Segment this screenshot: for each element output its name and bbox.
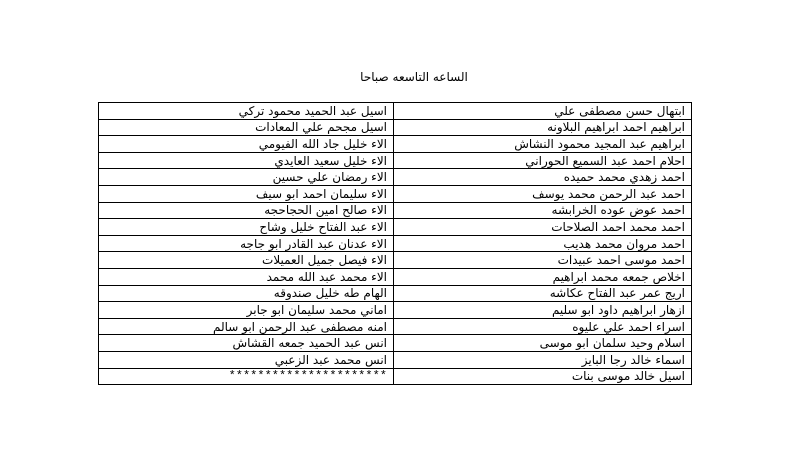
name-cell-left: الاء سليمان احمد ابو سيف <box>99 185 394 202</box>
table-row <box>99 119 692 136</box>
name-cell-left: الاء خليل سعيد العايدي <box>99 152 394 169</box>
name-cell-right: ازهار ابراهيم داود ابو سليم <box>394 302 692 319</box>
name-cell-right: ابراهيم احمد ابراهيم البلاونه <box>394 119 692 136</box>
name-cell-left: الاء عبد الفتاح خليل وشاح <box>99 219 394 236</box>
name-cell-left: الاء خليل جاد الله الفيومي <box>99 136 394 153</box>
table-row <box>99 235 692 252</box>
name-cell-right: اسلام وحيد سلمان ابو موسى <box>394 335 692 352</box>
name-cell-right: اخلاص جمعه محمد ابراهيم <box>394 268 692 285</box>
name-cell-left: اسيل عبد الحميد محمود تركي <box>99 103 394 120</box>
name-cell-right: اسيل خالد موسى بنات <box>394 368 692 385</box>
table-row <box>99 285 692 302</box>
name-cell-right: احلام احمد عبد السميع الحوراني <box>394 152 692 169</box>
table-row <box>99 302 692 319</box>
name-cell-right: احمد محمد احمد الصلاحات <box>394 219 692 236</box>
name-cell-left: انس محمد عبد الزعبي <box>99 351 394 368</box>
table-row <box>99 185 692 202</box>
name-cell-right: احمد عبد الرحمن محمد يوسف <box>394 185 692 202</box>
name-cell-left: الاء صالح امين الحجاحجه <box>99 202 394 219</box>
name-cell-right: احمد زهدي محمد حميده <box>394 169 692 186</box>
name-cell-right: احمد عوض عوده الخرابشه <box>394 202 692 219</box>
table-row <box>99 252 692 269</box>
table-row <box>99 152 692 169</box>
name-cell-left: الاء رمضان علي حسين <box>99 169 394 186</box>
name-cell-left: الاء عدنان عبد القادر ابو جاجه <box>99 235 394 252</box>
table-row <box>99 351 692 368</box>
table-row <box>99 202 692 219</box>
name-cell-right: احمد موسى احمد عبيدات <box>394 252 692 269</box>
name-cell-left: انس عبد الحميد جمعه القشاش <box>99 335 394 352</box>
name-cell-left: امنه مصطفى عبد الرحمن ابو سالم <box>99 318 394 335</box>
name-cell-left: الهام طه خليل صندوقه <box>99 285 394 302</box>
names-table-body <box>99 103 692 385</box>
page-title: الساعه التاسعه صباحا <box>360 70 468 84</box>
name-cell-right: ابتهال حسن مصطفى علي <box>394 103 692 120</box>
name-cell-right: اريج عمر عبد الفتاح عكاشه <box>394 285 692 302</box>
name-cell-left: اسيل مجحم علي المعادات <box>99 119 394 136</box>
table-row <box>99 368 692 385</box>
name-cell-left: ********************** <box>99 368 394 385</box>
name-cell-left: الاء فيصل جميل العميلات <box>99 252 394 269</box>
table-row <box>99 318 692 335</box>
table-row <box>99 268 692 285</box>
name-cell-right: ابراهيم عبد المجيد محمود النشاش <box>394 136 692 153</box>
name-cell-right: اسراء احمد علي عليوه <box>394 318 692 335</box>
name-cell-right: اسماء خالد رجا البايز <box>394 351 692 368</box>
table-row <box>99 335 692 352</box>
table-row <box>99 219 692 236</box>
name-cell-left: اماني محمد سليمان ابو جابر <box>99 302 394 319</box>
table-row <box>99 169 692 186</box>
name-cell-right: احمد مروان محمد هديب <box>394 235 692 252</box>
names-table <box>98 102 692 385</box>
table-row <box>99 103 692 120</box>
name-cell-left: الاء محمد عبد الله محمد <box>99 268 394 285</box>
table-row <box>99 136 692 153</box>
